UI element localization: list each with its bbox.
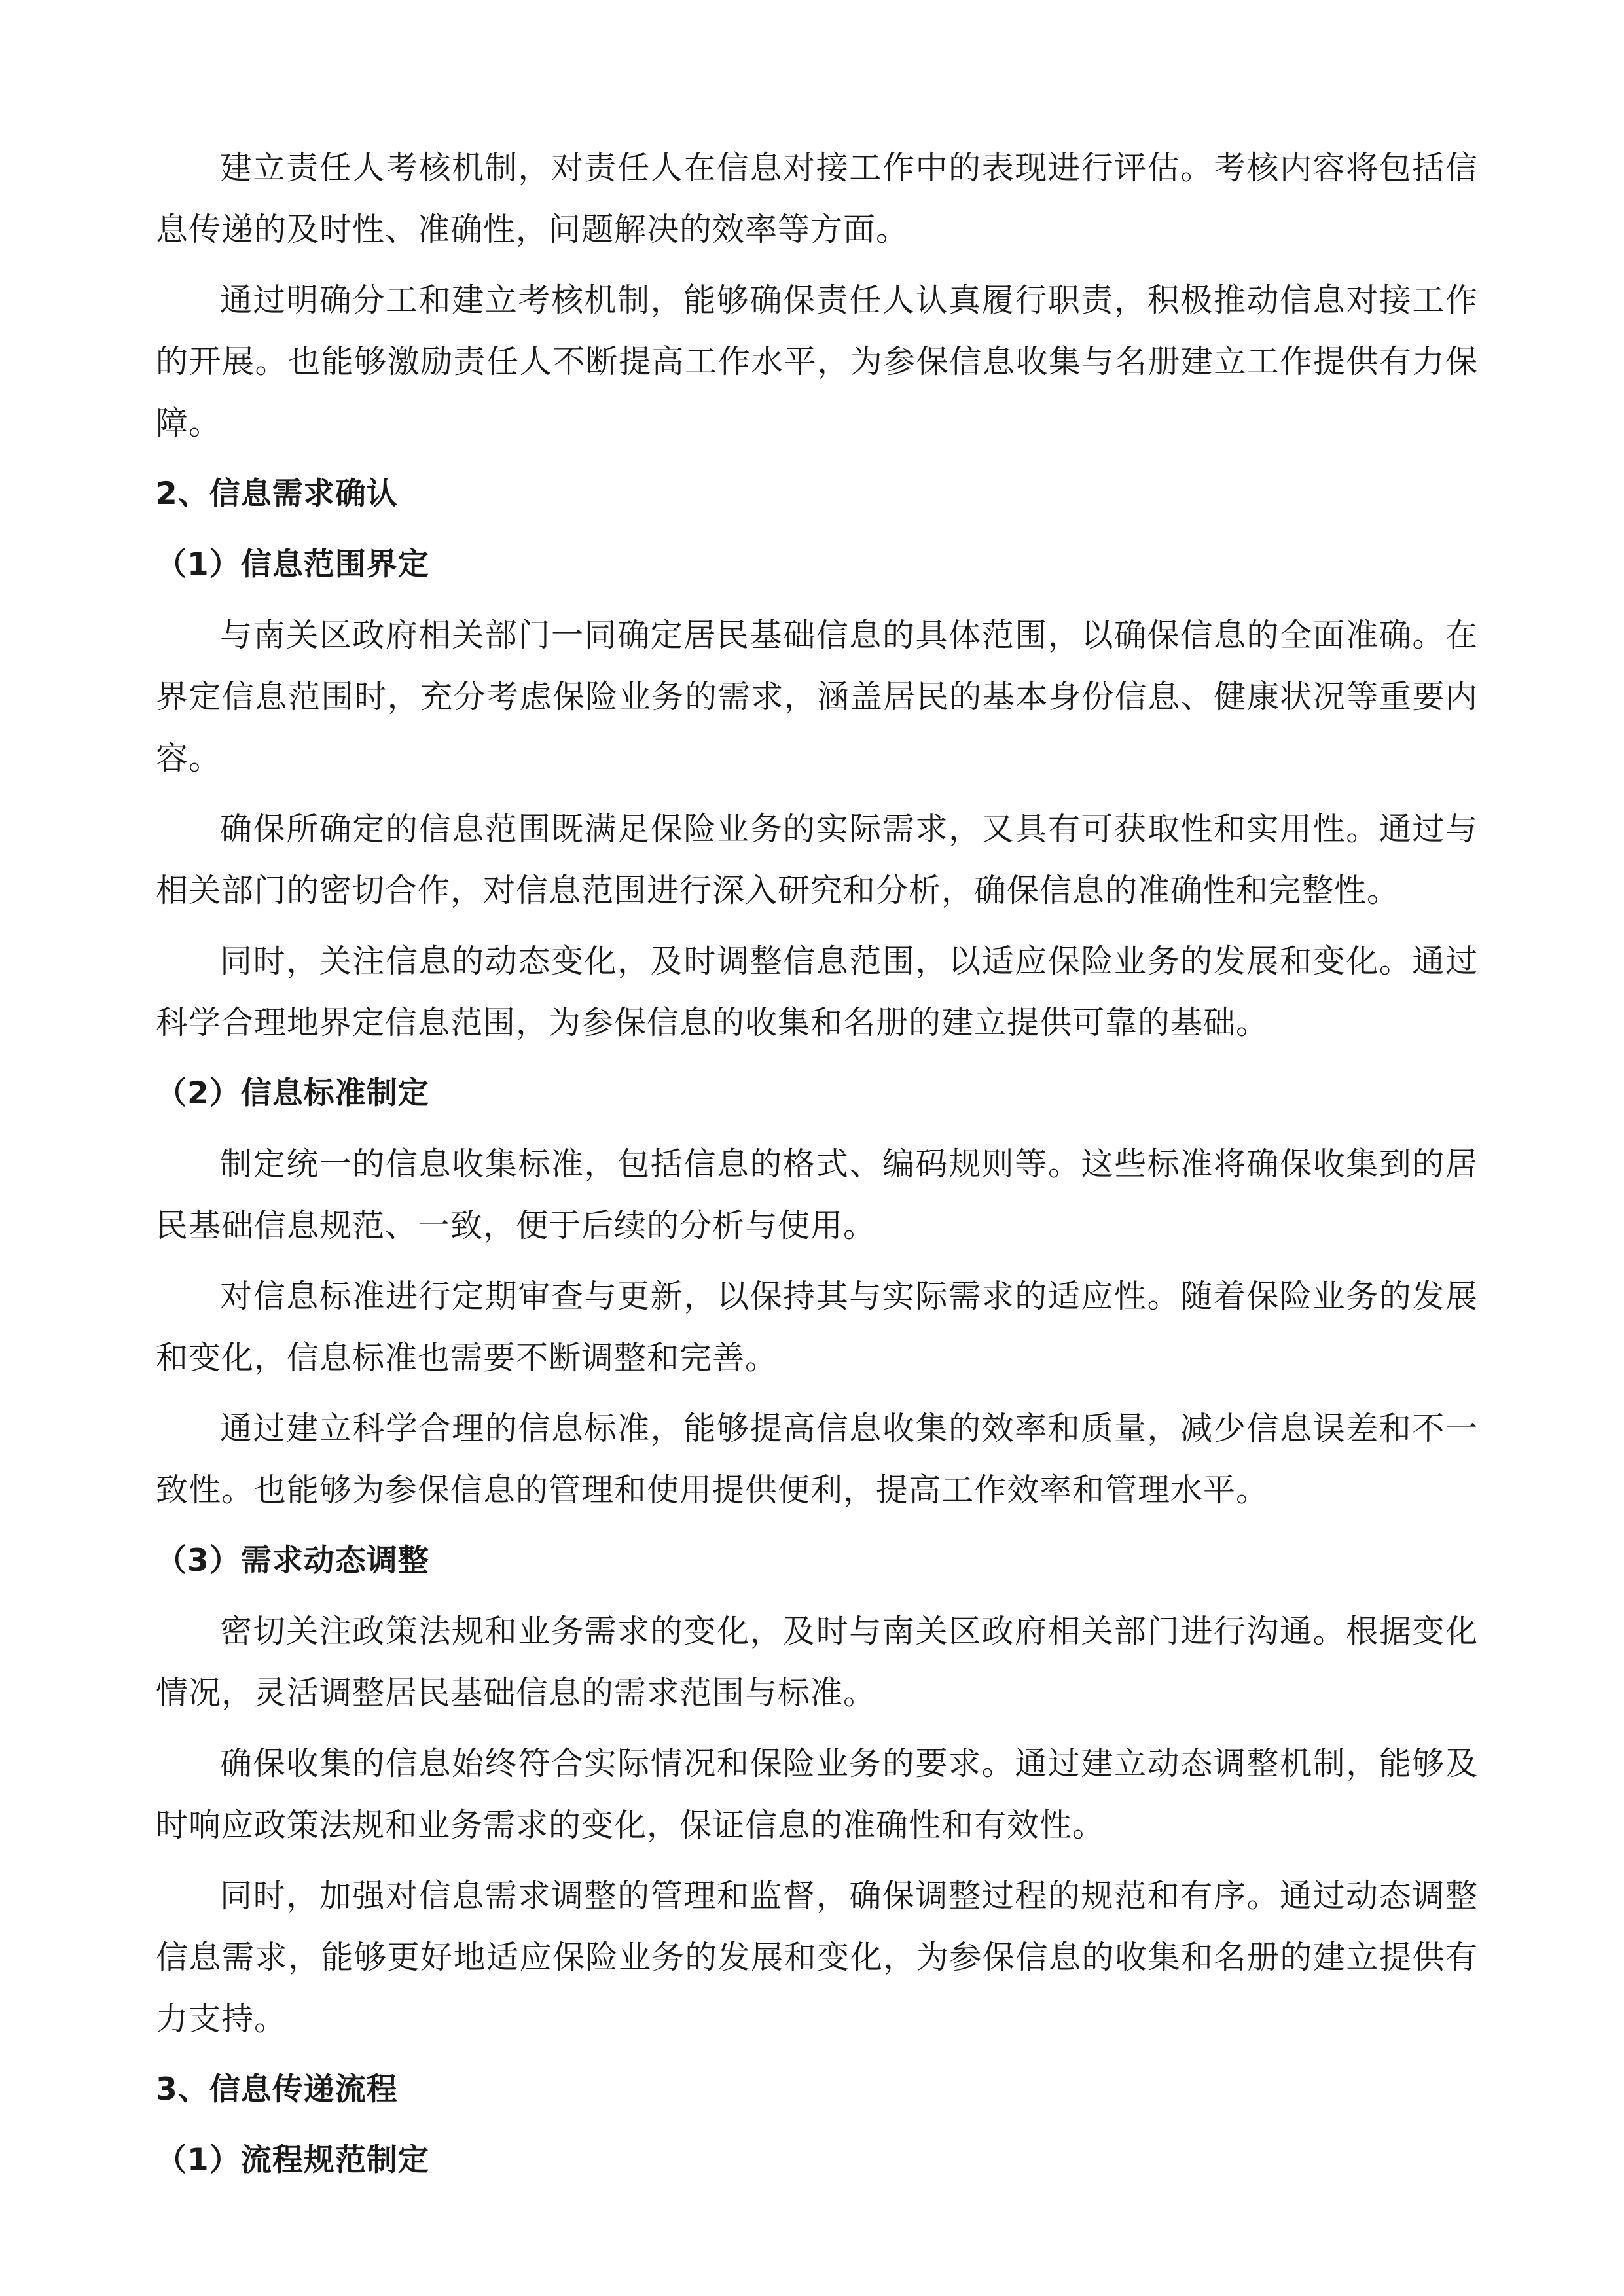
paragraph: 同时，关注信息的动态变化，及时调整信息范围，以适应保险业务的发展和变化。通过科学合理地界定信息范围，为参保信息的收集和名册的建立提供可靠的基础。	[156, 942, 1478, 1041]
paragraph: 对信息标准进行定期审查与更新，以保持其与实际需求的适应性。随着保险业务的发展和变化，信息标准也需要不断调整和完善。	[156, 1278, 1478, 1376]
section-heading: 3、信息传递流程	[156, 2072, 398, 2108]
subsection-heading: （2）信息标准制定	[156, 1075, 429, 1111]
paragraph: 通过建立科学合理的信息标准，能够提高信息收集的效率和质量，减少信息误差和不一致性。也能够为参保信息的管理和使用提供便利，提高工作效率和管理水平。	[156, 1410, 1478, 1509]
subsection-heading: （1）信息范围界定	[156, 547, 429, 583]
paragraph: 制定统一的信息收集标准，包括信息的格式、编码规则等。这些标准将确保收集到的居民基础信息规范、一致，便于后续的分析与使用。	[156, 1145, 1478, 1244]
paragraph: 确保所确定的信息范围既满足保险业务的实际需求，又具有可获取性和实用性。通过与相关部门的密切合作，对信息范围进行深入研究和分析，确保信息的准确性和完整性。	[156, 810, 1478, 909]
paragraph: 同时，加强对信息需求调整的管理和监督，确保调整过程的规范和有序。通过动态调整信息需求，能够更好地适应保险业务的发展和变化，为参保信息的收集和名册的建立提供有力支持。	[156, 1877, 1478, 2037]
paragraph: 与南关区政府相关部门一同确定居民基础信息的具体范围，以确保信息的全面准确。在界定信息范围时，充分考虑保险业务的需求，涵盖居民的基本身份信息、健康状况等重要内容。	[156, 617, 1478, 777]
paragraph: 建立责任人考核机制，对责任人在信息对接工作中的表现进行评估。考核内容将包括信息传递的及时性、准确性，问题解决的效率等方面。	[156, 149, 1478, 248]
paragraph: 确保收集的信息始终符合实际情况和保险业务的要求。通过建立动态调整机制，能够及时响应政策法规和业务需求的变化，保证信息的准确性和有效性。	[156, 1745, 1478, 1844]
subsection-heading: （3）需求动态调整	[156, 1543, 429, 1579]
paragraph: 密切关注政策法规和业务需求的变化，及时与南关区政府相关部门进行沟通。根据变化情况，灵活调整居民基础信息的需求范围与标准。	[156, 1613, 1478, 1712]
section-heading: 2、信息需求确认	[156, 476, 398, 512]
subsection-heading: （1）流程规范制定	[156, 2142, 429, 2178]
paragraph: 通过明确分工和建立考核机制，能够确保责任人认真履行职责，积极推动信息对接工作的开展。也能够激励责任人不断提高工作水平，为参保信息收集与名册建立工作提供有力保障。	[156, 281, 1478, 442]
document-page	[156, 137, 1478, 2200]
